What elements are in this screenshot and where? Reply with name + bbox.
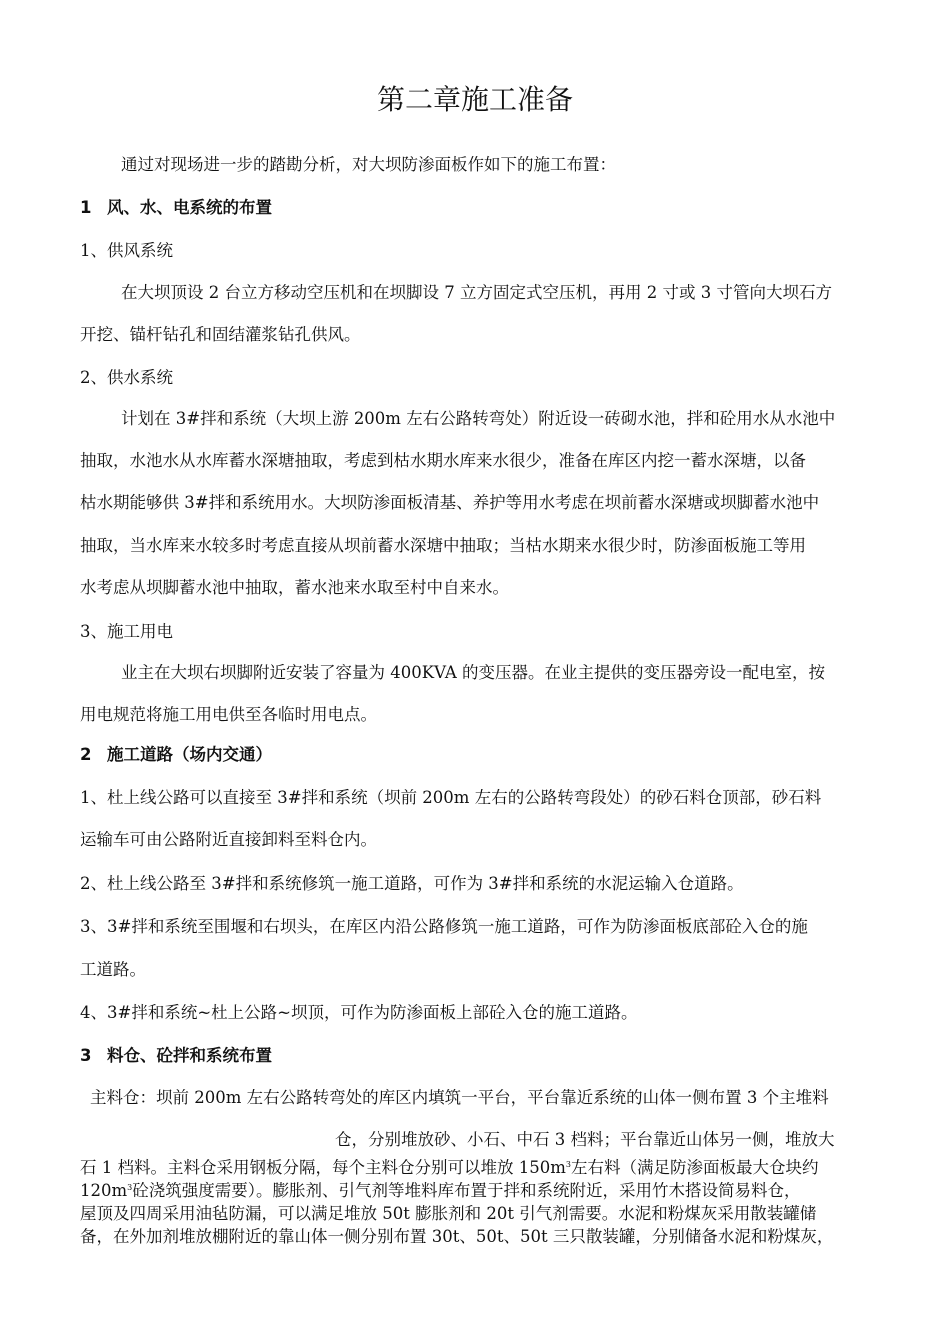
road-item-3-line-2: 工道路。 bbox=[80, 960, 146, 979]
section-2-heading bbox=[80, 744, 272, 766]
section-1-heading bbox=[80, 197, 272, 219]
water-supply-line-4: 抽取，当水库来水较多时考虑直接从坝前蓄水深塘中抽取；当枯水期来水很少时，防渗面板施工等用 bbox=[80, 536, 806, 555]
water-supply-heading: 2、供水系统 bbox=[80, 368, 173, 387]
power-supply-heading: 3、施工用电 bbox=[80, 622, 173, 641]
storage-line-1: 主料仓：坝前 200m 左右公路转弯处的库区内填筑一平台，平台靠近系统的山体一侧布置 3 个主堆料 bbox=[90, 1088, 829, 1107]
water-supply-line-2: 抽取，水池水从水库蓄水深塘抽取，考虑到枯水期水库来水很少，准备在库区内挖一蓄水深塘，以备 bbox=[80, 451, 806, 470]
road-item-2: 2、杜上线公路至 3#拌和系统修筑一施工道路，可作为 3#拌和系统的水泥运输入仓道路。 bbox=[80, 874, 744, 893]
section-3-title: 料仓、砼拌和系统布置 bbox=[107, 1046, 272, 1065]
power-supply-line-1: 业主在大坝右坝脚附近安装了容量为 400KVA 的变压器。在业主提供的变压器旁设一配电室，按 bbox=[121, 663, 826, 682]
water-supply-line-5: 水考虑从坝脚蓄水池中抽取，蓄水池来水取至村中自来水。 bbox=[80, 578, 509, 597]
section-3-heading bbox=[80, 1045, 272, 1067]
road-item-1-line-2: 运输车可由公路附近直接卸料至料仓内。 bbox=[80, 830, 377, 849]
storage-line-4 bbox=[80, 1180, 800, 1205]
storage-line-3 bbox=[80, 1157, 818, 1182]
air-supply-line-2: 开挖、锚杆钻孔和固结灌浆钻孔供风。 bbox=[80, 325, 361, 344]
water-supply-line-3: 枯水期能够供 3#拌和系统用水。大坝防渗面板清基、养护等用水考虑在坝前蓄水深塘或坝脚蓄水池中 bbox=[80, 493, 820, 512]
intro-paragraph: 通过对现场进一步的踏勘分析，对大坝防渗面板作如下的施工布置： bbox=[121, 155, 616, 174]
cubic-unit-sup: 3 bbox=[565, 1160, 571, 1169]
air-supply-line-1: 在大坝顶设 2 台立方移动空压机和在坝脚设 7 立方固定式空压机，再用 2 寸或 3 寸管向大坝石方 bbox=[121, 283, 832, 302]
storage-line-3-a: 石 1 档料。主料仓采用钢板分隔，每个主料仓分别可以堆放 150m bbox=[80, 1158, 566, 1177]
storage-line-3-b: 左右料（满足防渗面板最大仓块约 bbox=[570, 1158, 819, 1177]
storage-line-2: 仓，分别堆放砂、小石、中石 3 档料；平台靠近山体另一侧，堆放大 bbox=[335, 1130, 835, 1149]
section-2-number: 2 bbox=[80, 745, 92, 764]
storage-line-4-a: 120m bbox=[80, 1181, 128, 1200]
storage-line-5: 屋顶及四周采用油毡防漏，可以满足堆放 50t 膨胀剂和 20t 引气剂需要。水泥和粉煤灰采用散装罐储 bbox=[80, 1204, 817, 1223]
storage-line-6: 备，在外加剂堆放棚附近的靠山体一侧分别布置 30t、50t、50t 三只散装罐，分别储备水泥和粉煤灰， bbox=[80, 1227, 834, 1246]
cubic-unit-sup-2: 3 bbox=[127, 1183, 133, 1192]
power-supply-line-2: 用电规范将施工用电供至各临时用电点。 bbox=[80, 705, 377, 724]
water-supply-line-1: 计划在 3#拌和系统（大坝上游 200m 左右公路转弯处）附近设一砖砌水池，拌和砼用水从水池中 bbox=[121, 409, 836, 428]
chapter-title: 第二章施工准备 bbox=[376, 83, 573, 116]
road-item-1-line-1: 1、杜上线公路可以直接至 3#拌和系统（坝前 200m 左右的公路转弯段处）的砂石料仓顶部，砂石料 bbox=[80, 788, 822, 807]
storage-line-4-b: 砼浇筑强度需要）。膨胀剂、引气剂等堆料库布置于拌和系统附近，采用竹木搭设简易料仓， bbox=[132, 1181, 801, 1200]
road-item-4: 4、3#拌和系统~杜上公路~坝顶，可作为防渗面板上部砼入仓的施工道路。 bbox=[80, 1003, 638, 1022]
section-2-title: 施工道路（场内交通） bbox=[107, 745, 272, 764]
road-item-3-line-1: 3、3#拌和系统至围堰和右坝头，在库区内沿公路修筑一施工道路，可作为防渗面板底部砼入仓的施 bbox=[80, 917, 808, 936]
air-supply-heading: 1、供风系统 bbox=[80, 241, 173, 260]
section-3-number: 3 bbox=[80, 1046, 92, 1065]
section-1-number: 1 bbox=[80, 198, 92, 217]
section-1-title: 风、水、电系统的布置 bbox=[107, 198, 272, 217]
